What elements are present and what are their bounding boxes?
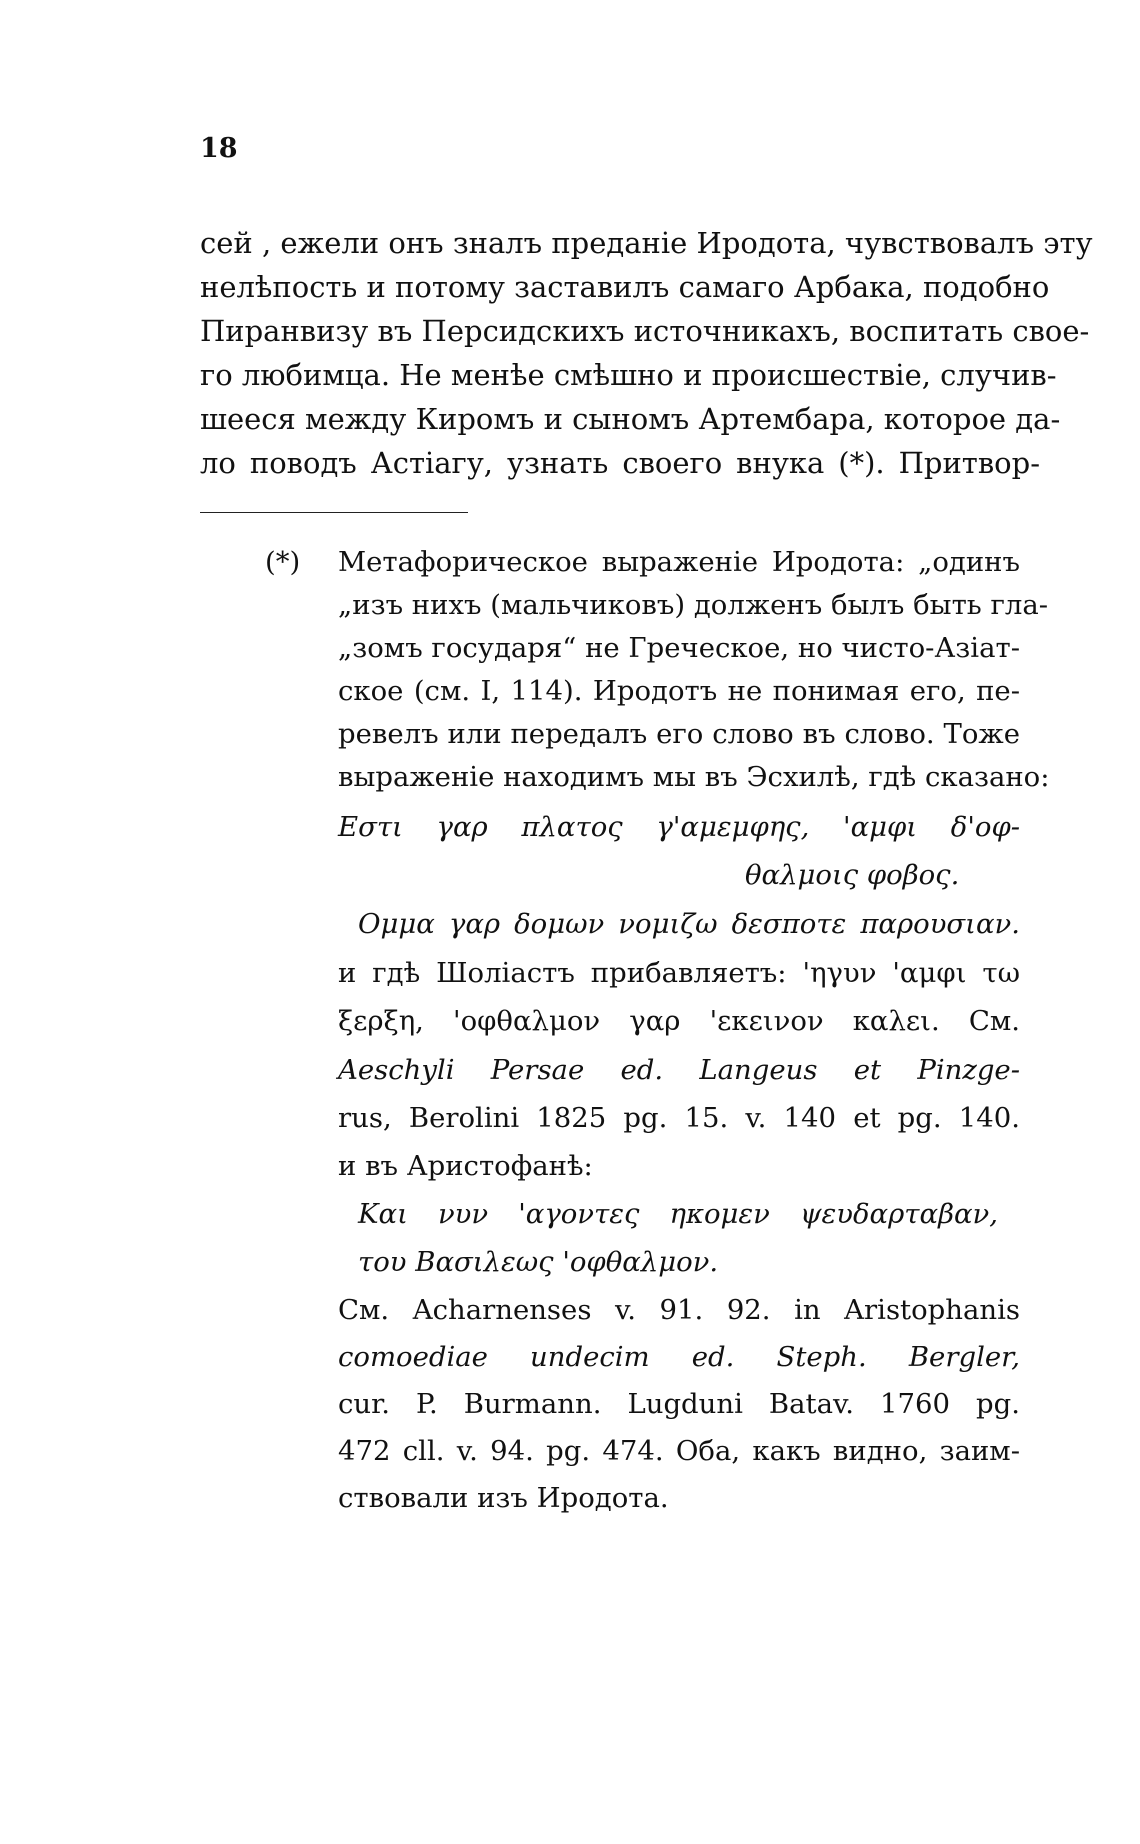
citation-line: Aeschyli Persae ed. Langeus et Pinzge-: [338, 1054, 1020, 1086]
footnote-line: ξερξη, 'οφθαλμον γαρ 'εκεινον καλει. См.: [338, 1005, 1020, 1037]
footnote-line: ревелъ или передалъ его слово въ слово. Тоже: [338, 718, 1020, 750]
greek-quote-line: Ομμα γαρ δομων νομιζω δεσποτε παρουσιαν.: [358, 908, 1020, 940]
main-text-line: сей , ежели онъ зналъ преданіе Иродота, чувствовалъ эту: [200, 226, 1093, 260]
footnote-marker: (*): [265, 546, 301, 578]
main-text-line: ло поводъ Астіагу, узнать своего внука (*). Притвор-: [200, 446, 1040, 480]
main-text-line: нелѣпость и потому заставилъ самаго Арбака, подобно: [200, 270, 1050, 304]
main-text-line: Пиранвизу въ Персидскихъ источникахъ, воспитать свое-: [200, 314, 1090, 348]
citation-line: См. Acharnenses v. 91. 92. in Aristophanis: [338, 1294, 1020, 1326]
citation-line: cur. P. Burmann. Lugduni Batav. 1760 pg.: [338, 1388, 1020, 1420]
main-text-line: го любимца. Не менѣе смѣшно и происшествіе, случив-: [200, 358, 1057, 392]
footnote-line: выраженіе находимъ мы въ Эсхилѣ, гдѣ сказано:: [338, 761, 1050, 793]
footnote-line: ствовали изъ Иродота.: [338, 1482, 669, 1514]
footnote-line: Метафорическое выраженіе Иродота: „одинъ: [338, 546, 1020, 578]
citation-line: comoediae undecim ed. Steph. Bergler,: [338, 1341, 1020, 1373]
footnote-line: „зомъ государя“ не Греческое, но чисто-Азіат-: [338, 632, 1020, 664]
main-text-line: шееся между Киромъ и сыномъ Артембара, которое да-: [200, 402, 1061, 436]
footnote-line: „изъ нихъ (мальчиковъ) долженъ былъ быть гла-: [338, 589, 1049, 621]
footnote-line: ское (см. I, 114). Иродотъ не понимая его, пе-: [338, 675, 1020, 707]
citation-line: rus, Berolini 1825 pg. 15. v. 140 et pg. 140.: [338, 1102, 1020, 1134]
greek-quote-line: του Βασιλεως 'οφθαλμον.: [358, 1246, 719, 1278]
footnote-line: и гдѣ Шоліастъ прибавляетъ: 'ηγυν 'αμφι τω: [338, 957, 1020, 989]
greek-quote-line: Και νυν 'αγοντες ηκομεν ψευδαρταβαν,: [358, 1198, 998, 1230]
footnote-separator: [200, 512, 468, 513]
footnote-line: 472 cll. v. 94. pg. 474. Оба, какъ видно, заим-: [338, 1435, 1020, 1467]
greek-quote-line: θαλμοις φοβος.: [745, 859, 960, 891]
page-number: 18: [200, 133, 238, 164]
greek-quote-line: Εστι γαρ πλατος γ'αμεμφης, 'αμφι δ'οφ-: [338, 811, 1020, 843]
footnote-line: и въ Аристофанѣ:: [338, 1150, 593, 1182]
